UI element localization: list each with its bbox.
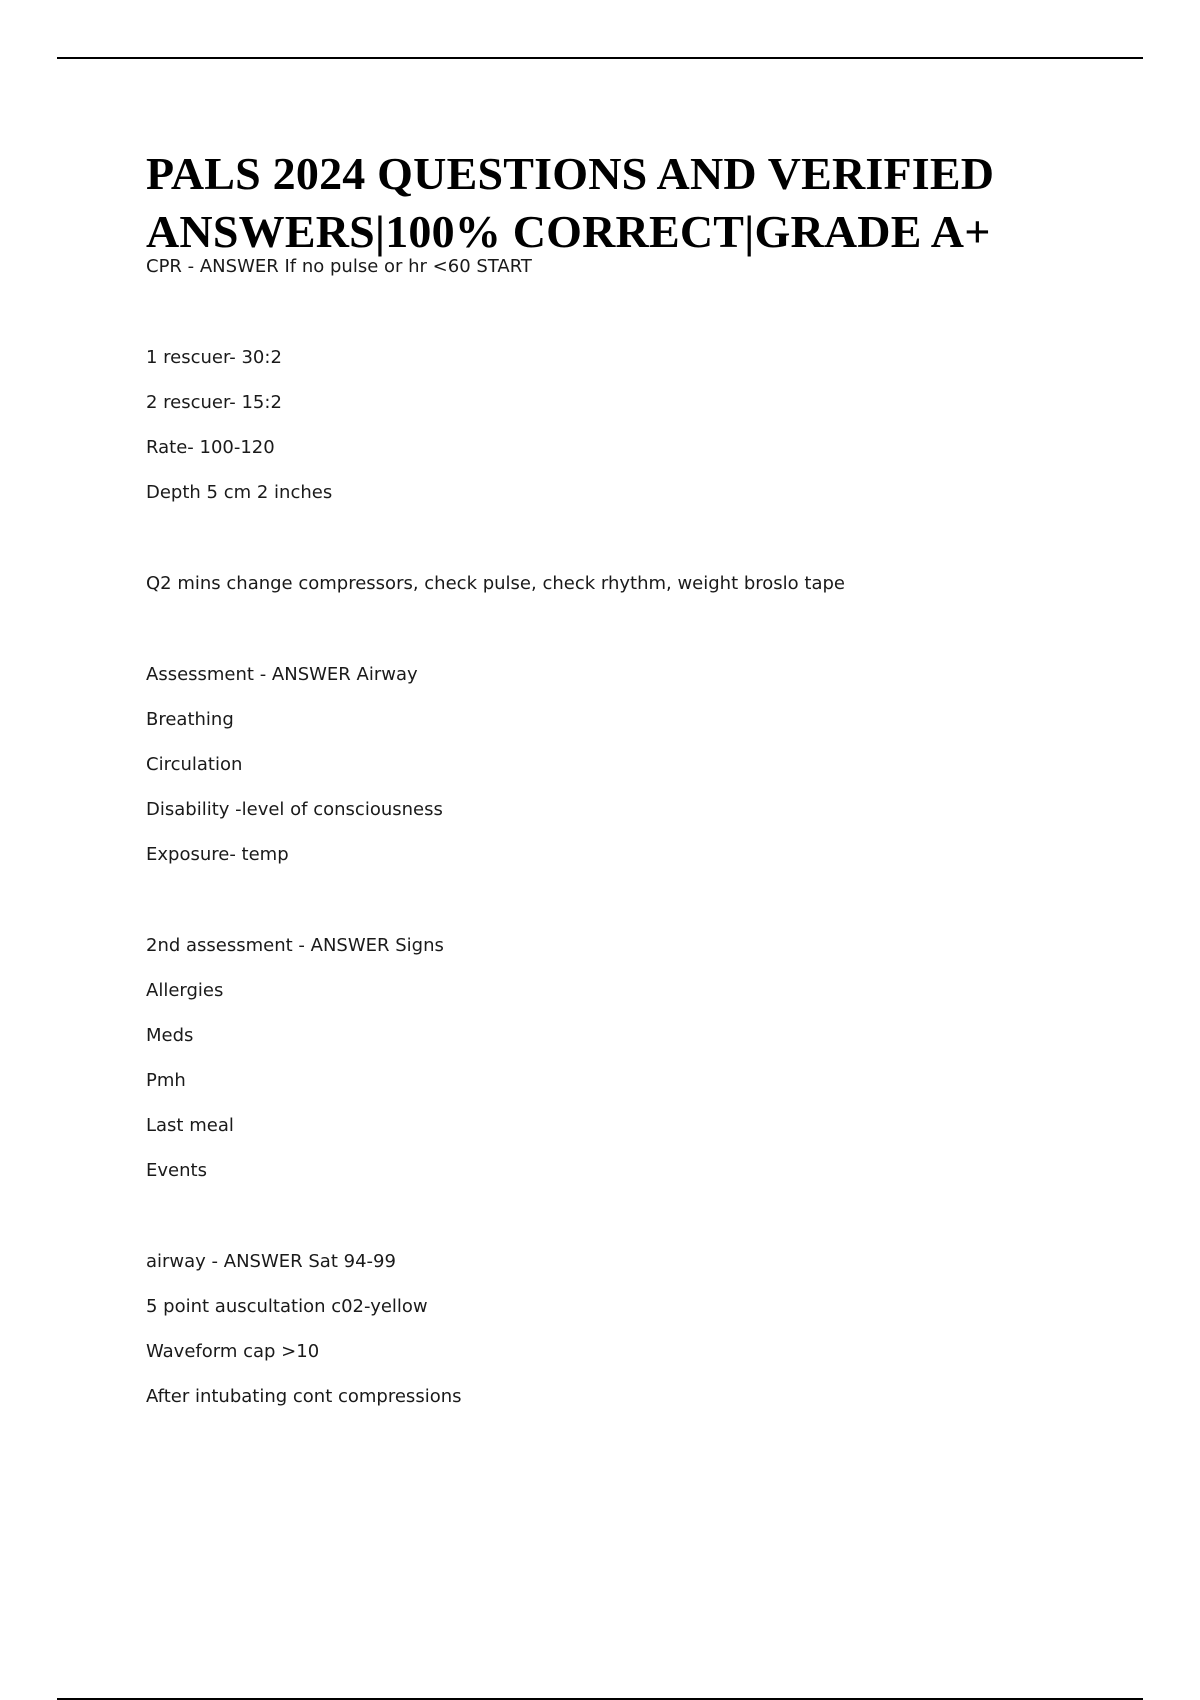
title-line: ANSWERS|100% CORRECT|GRADE A+ (146, 206, 991, 257)
qa-line: Depth 5 cm 2 inches (146, 482, 333, 503)
document-title (146, 145, 1066, 261)
section-gap (146, 301, 1066, 347)
section-gap (146, 1205, 1066, 1251)
qa-line-airway: airway - ANSWER Sat 94-99 (146, 1251, 396, 1272)
qa-line: Waveform cap >10 (146, 1341, 320, 1362)
qa-content (146, 256, 1066, 1431)
qa-line: Pmh (146, 1070, 186, 1091)
qa-line-2nd-assessment: 2nd assessment - ANSWER Signs (146, 935, 444, 956)
top-rule (57, 57, 1143, 59)
qa-line-assessment: Assessment - ANSWER Airway (146, 664, 418, 685)
qa-line: 2 rescuer- 15:2 (146, 392, 282, 413)
qa-line: 5 point auscultation c02-yellow (146, 1296, 428, 1317)
section-gap (146, 618, 1066, 664)
qa-line: Q2 mins change compressors, check pulse, check rhythm, weight broslo tape (146, 573, 846, 594)
qa-line: Exposure- temp (146, 844, 289, 865)
section-gap (146, 889, 1066, 935)
qa-line: Allergies (146, 980, 224, 1001)
qa-line: Circulation (146, 754, 243, 775)
title-line: PALS 2024 QUESTIONS AND VERIFIED (146, 148, 995, 199)
qa-line: Meds (146, 1025, 194, 1046)
qa-line: Breathing (146, 709, 234, 730)
qa-line-cpr: CPR - ANSWER If no pulse or hr <60 START (146, 256, 532, 277)
qa-line: Last meal (146, 1115, 234, 1136)
document-body (146, 145, 1066, 1431)
section-gap (146, 527, 1066, 573)
qa-line: 1 rescuer- 30:2 (146, 347, 282, 368)
qa-line: Events (146, 1160, 207, 1181)
qa-line: After intubating cont compressions (146, 1386, 462, 1407)
qa-line: Disability -level of consciousness (146, 799, 443, 820)
qa-line: Rate- 100-120 (146, 437, 275, 458)
